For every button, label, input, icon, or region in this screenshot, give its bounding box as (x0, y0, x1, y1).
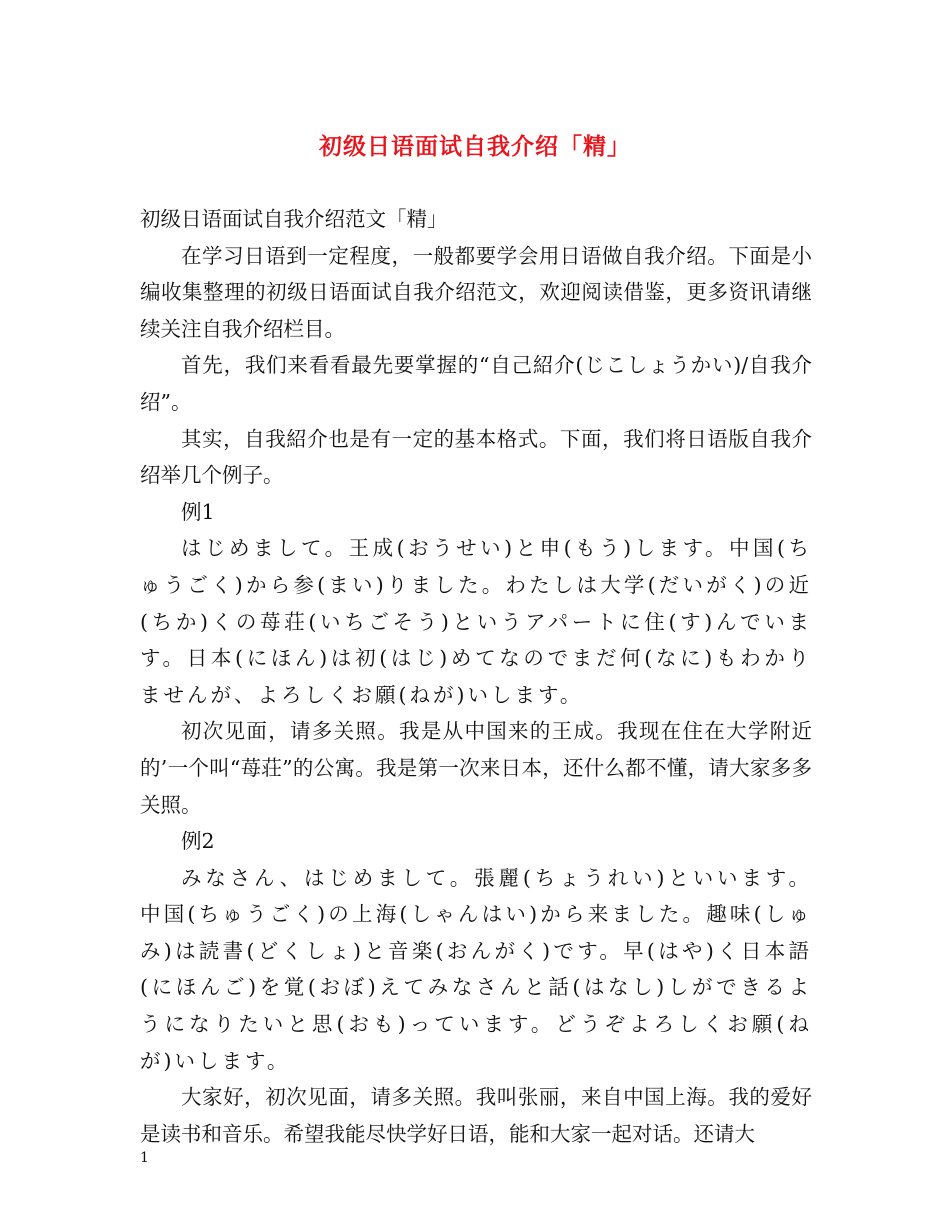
example-2-japanese: みなさん、はじめまして。張麗(ちょうれい)といいます。中国(ちゅうごく)の上海(しゃんはい)から来ました。趣味(しゅみ)は読書(どくしょ)と音楽(おんがく)です。早(はや)く日本語(にほんご)を覚(おぼ)えてみなさんと話(はなし)しができるようになりたいと思(おも)っています。どうぞよろしくお願(ねが)いします。 (140, 865, 812, 1073)
page-number: 1 (140, 1150, 149, 1166)
example-1-translation: 初次见面，请多关照。我是从中国来的王成。我现在住在大学附近的’一个叫“苺荘”的公寓。我是第一次来日本，还什么都不懂，请大家多多关照。 (140, 719, 812, 817)
example-1-heading: 例1 (181, 499, 215, 524)
document-body (140, 201, 812, 1152)
example-1-japanese: はじめまして。王成(おうせい)と申(もう)します。中国(ちゅうごく)から参(まい)りました。わたしは大学(だいがく)の近(ちか)くの苺荘(いちごそう)というアパートに住(す)んでいます。日本(にほん)は初(はじ)めてなのでまだ何(なに)もわかりませんが、よろしくお願(ねが)いします。 (140, 536, 812, 707)
example-2-translation: 大家好，初次见面，请多关照。我叫张丽，来自中国上海。我的爱好是读书和音乐。希望我能尽快学好日语，能和大家一起对话。还请大 (140, 1085, 812, 1146)
page-title: 初级日语面试自我介绍「精」 (319, 133, 631, 160)
subtitle-paragraph: 初级日语面试自我介绍范文「精」 (140, 207, 448, 231)
format-paragraph: 其实，自我紹介也是有一定的基本格式。下面，我们将日语版自我介绍举几个例子。 (140, 426, 812, 488)
intro-paragraph: 在学习日语到一定程度，一般都要学会用日语做自我介绍。下面是小编收集整理的初级日语面试自我介绍范文，欢迎阅读借鉴，更多资讯请继续关注自我介绍栏目。 (140, 243, 812, 341)
first-paragraph: 首先，我们来看看最先要掌握的“自己紹介(じこしょうかい)/自我介绍”。 (140, 353, 812, 414)
example-2-heading: 例2 (181, 829, 215, 854)
